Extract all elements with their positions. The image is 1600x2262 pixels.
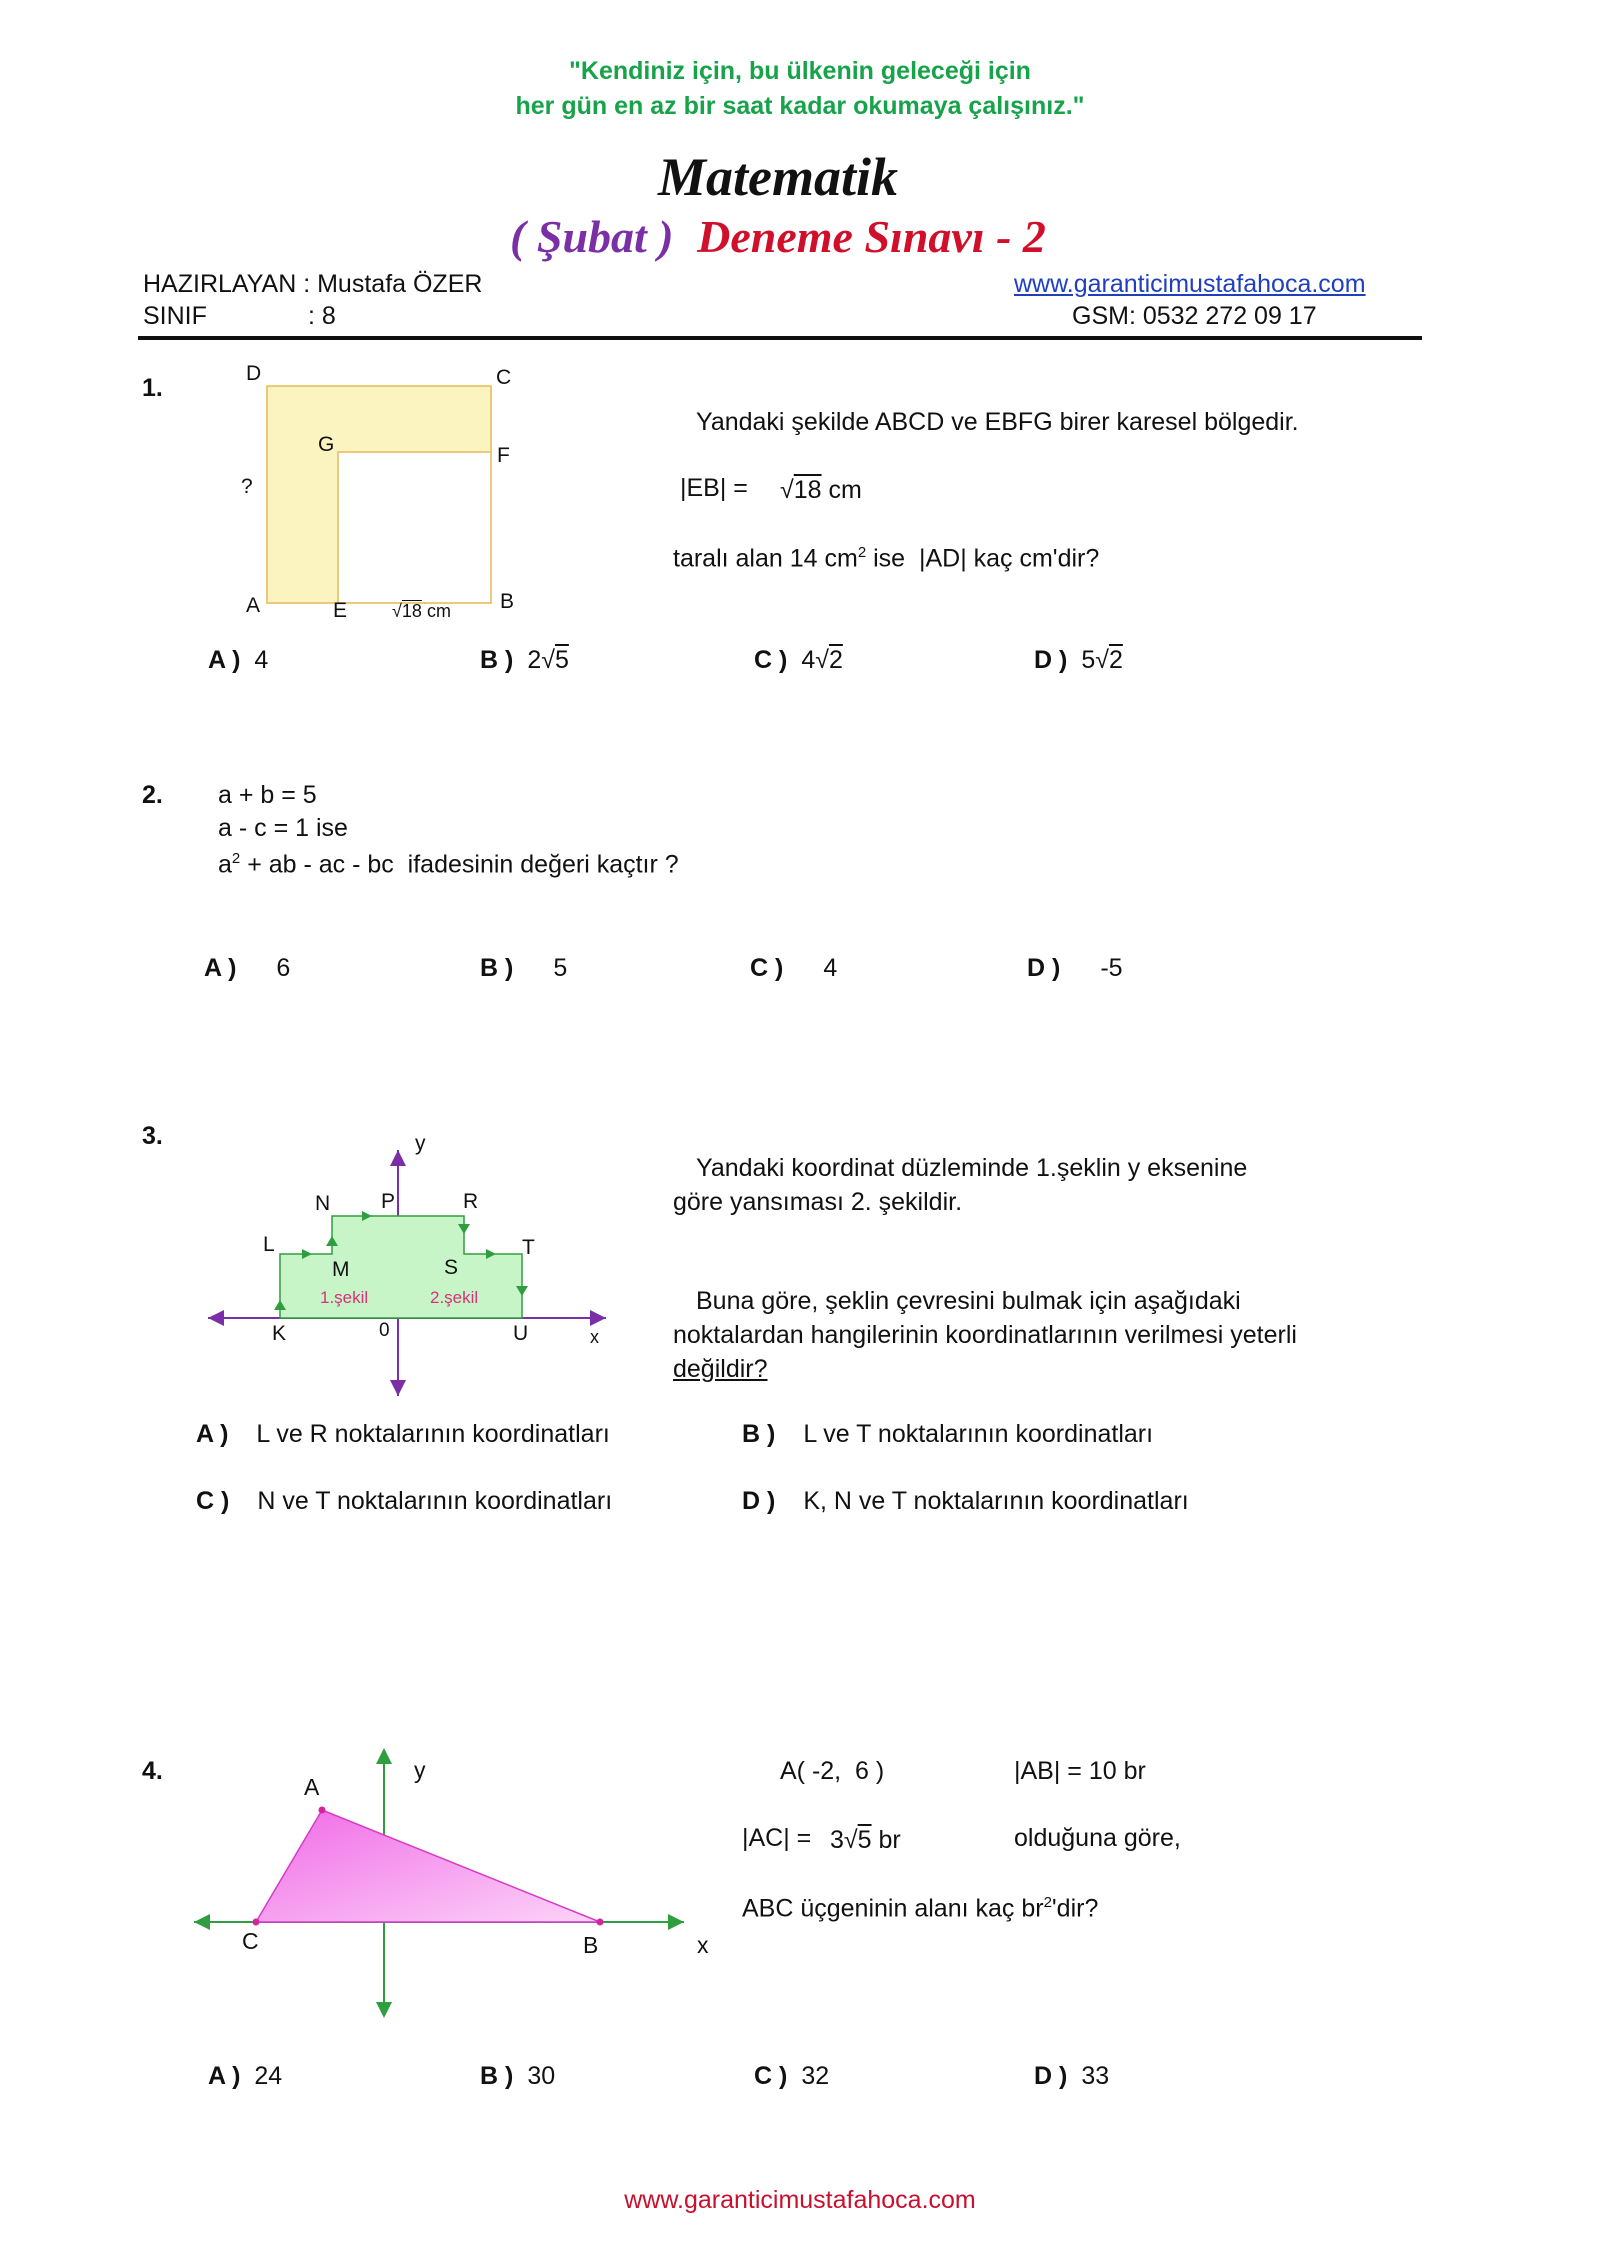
- x-axis-q4-arrow-left: [194, 1914, 210, 1930]
- question-1-option-b[interactable]: B ) 2√ 5: [480, 646, 569, 675]
- quote-line-1: "Kendiniz için, bu ülkenin geleceği için: [569, 57, 1031, 85]
- question-1-prompt: taralı alan 14 $cm^2$ ise |AD| kaç cm'dir?: [673, 544, 1100, 573]
- question-2-option-d[interactable]: D ) -5: [1027, 954, 1123, 982]
- subtitle-month: ( Şubat ): [510, 211, 674, 262]
- origin-label: 0: [379, 1320, 390, 1341]
- question-3-text-5: değildir?: [673, 1355, 768, 1383]
- question-1-option-c[interactable]: C ) 4√ 2: [754, 646, 843, 675]
- shape-1-label: 1.şekil: [320, 1288, 369, 1307]
- question-3-text-3: Buna göre, şeklin çevresini bulmak için aşağıdaki: [696, 1287, 1241, 1315]
- question-3-option-b[interactable]: B ) L ve T noktalarının koordinatları: [742, 1420, 1154, 1448]
- question-1-option-d[interactable]: D ) 5√ 2: [1034, 646, 1123, 675]
- question-2-equation-1: a + b = 5: [218, 781, 317, 809]
- label-f: F: [497, 444, 510, 467]
- label-d: D: [246, 362, 262, 385]
- question-4-point-a: A( -2, 6 ): [780, 1757, 885, 1785]
- question-2-option-a[interactable]: A ) 6: [204, 954, 291, 982]
- point-c: [253, 1919, 260, 1926]
- question-4-prompt: ABC üçgeninin alanı kaç $br^2'dir$?: [742, 1894, 1099, 1923]
- question-3-option-a[interactable]: A ) L ve R noktalarının koordinatları: [196, 1420, 610, 1448]
- label-t: T: [522, 1236, 535, 1259]
- axis-y-label-q4: y: [414, 1757, 426, 1783]
- question-3-text-4: noktalardan hangilerinin koordinatlarının verilmesi yeterli: [673, 1321, 1297, 1349]
- question-4-ac-value: 3√ 5 br: [830, 1826, 901, 1855]
- label-g: G: [318, 433, 335, 456]
- question-3-option-d[interactable]: D ) K, N ve T noktalarının koordinatları: [742, 1487, 1189, 1515]
- x-axis-q4-arrow-right: [668, 1914, 684, 1930]
- footer-website[interactable]: www.garanticimustafahoca.com: [624, 2186, 976, 2214]
- website-link[interactable]: www.garanticimustafahoca.com: [1014, 270, 1366, 298]
- question-4-option-b[interactable]: B ) 30: [480, 2062, 556, 2090]
- class-value: : 8: [308, 302, 336, 330]
- label-r: R: [463, 1190, 479, 1213]
- question-1-eb-label: |EB| =: [680, 474, 748, 502]
- label-m: M: [332, 1258, 350, 1281]
- label-n: N: [315, 1192, 331, 1215]
- question-3-number: 3.: [142, 1122, 163, 1150]
- axis-x-label: x: [590, 1327, 599, 1347]
- axis-y-label: y: [415, 1132, 426, 1155]
- question-2-equation-2: a - c = 1 ise: [218, 814, 348, 842]
- question-1-eb-value: √ 18 cm: [780, 476, 862, 505]
- gsm-number: GSM: 0532 272 09 17: [1072, 302, 1317, 330]
- question-2-option-c[interactable]: C ) 4: [750, 954, 838, 982]
- label-eb-length: √ 18 cm: [392, 601, 451, 622]
- question-1-number: 1.: [142, 374, 163, 402]
- question-4-ab-length: |AB| = 10 br: [1014, 1757, 1146, 1785]
- y-axis-q4-arrow-down: [376, 2002, 392, 2018]
- question-4-option-d[interactable]: D ) 33: [1034, 2062, 1110, 2090]
- page-title: Matematik: [658, 147, 898, 207]
- question-4-number: 4.: [142, 1757, 163, 1785]
- label-p: P: [381, 1190, 396, 1213]
- question-2-prompt: $a^2$ + ab - ac - bc ifadesinin değeri kaçtır ?: [218, 850, 679, 879]
- question-2-number: 2.: [142, 781, 163, 809]
- question-2-option-b[interactable]: B ) 5: [480, 954, 568, 982]
- question-4-ac-label: |AC| =: [742, 1824, 812, 1852]
- question-3-text-1: Yandaki koordinat düzleminde 1.şeklin y eksenine: [696, 1154, 1248, 1182]
- question-4-given: olduğuna göre,: [1014, 1824, 1181, 1852]
- label-u: U: [513, 1322, 529, 1345]
- label-e: E: [333, 599, 348, 622]
- question-3-text-2: göre yansıması 2. şekildir.: [673, 1188, 963, 1216]
- question-4-option-c[interactable]: C ) 32: [754, 2062, 830, 2090]
- label-b: B: [500, 590, 515, 613]
- class-label: SINIF: [143, 302, 207, 330]
- quote-line-2: her gün en az bir saat kadar okumaya çalışınız.": [515, 92, 1085, 120]
- label-a-q4: A: [304, 1774, 320, 1800]
- question-1-option-a[interactable]: A ) 4: [208, 646, 269, 674]
- point-a: [319, 1807, 326, 1814]
- triangle-abc: [256, 1810, 600, 1922]
- label-k: K: [272, 1322, 287, 1345]
- label-c: C: [496, 366, 512, 389]
- label-c-q4: C: [242, 1928, 259, 1954]
- axis-x-label-q4: x: [697, 1932, 709, 1958]
- author-label: HAZIRLAYAN : Mustafa ÖZER: [143, 270, 483, 298]
- label-a: A: [246, 594, 261, 617]
- question-4-option-a[interactable]: A ) 24: [208, 2062, 283, 2090]
- y-axis-q4-arrow-up: [376, 1748, 392, 1764]
- question-3-option-c[interactable]: C ) N ve T noktalarının koordinatları: [196, 1487, 613, 1515]
- point-b: [597, 1919, 604, 1926]
- shape-2-label: 2.şekil: [430, 1288, 479, 1307]
- subtitle-exam: Deneme Sınavı - 2: [697, 211, 1046, 262]
- label-question-mark: ?: [241, 475, 253, 498]
- label-l: L: [263, 1233, 275, 1256]
- label-s: S: [444, 1256, 459, 1279]
- label-b-q4: B: [583, 1932, 599, 1958]
- question-1-text: Yandaki şekilde ABCD ve EBFG birer karesel bölgedir.: [696, 408, 1299, 436]
